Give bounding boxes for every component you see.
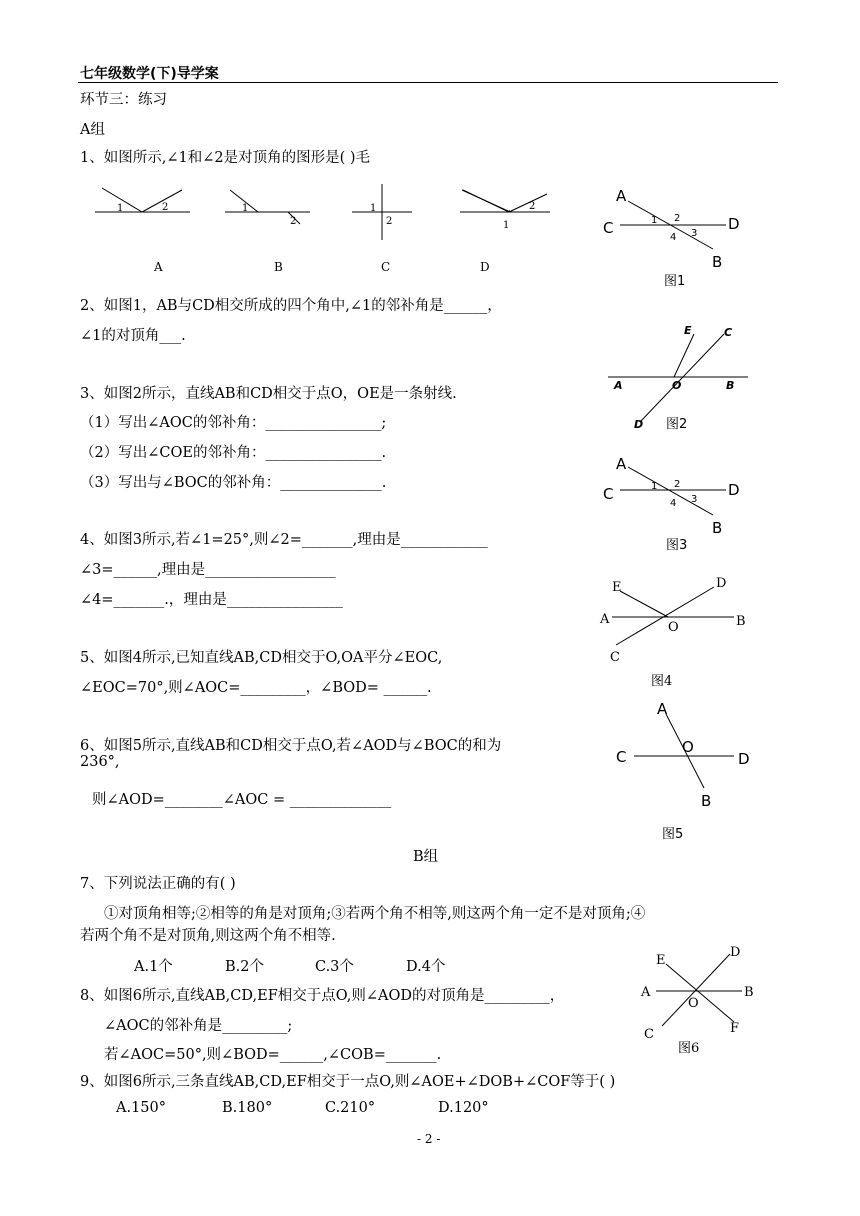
fig1-label-c: C — [603, 219, 614, 237]
fig5-label-a: A — [657, 700, 668, 718]
q1-option-a: A — [154, 260, 163, 274]
question-7: 7、下列说法正确的有( ) — [80, 876, 236, 892]
fig2-label-a: A — [614, 379, 623, 392]
q1-figure-c — [352, 184, 412, 240]
q1-option-b: B — [274, 260, 283, 274]
q1-figures — [90, 182, 510, 242]
fig2-label-b: B — [726, 379, 735, 392]
question-6-line-2: 236°, — [80, 754, 120, 770]
fig4-label-d: D — [716, 576, 727, 591]
question-9-option-a: A.150° — [116, 1100, 167, 1116]
fig5-label-d: D — [738, 750, 750, 768]
question-8-line-1: 8、如图6所示,直线AB,CD,EF相交于点O,则∠AOD的对顶角是_________， — [80, 988, 565, 1004]
fig4-label-b: B — [736, 614, 746, 629]
figure-5 — [612, 696, 762, 842]
figure-3 — [598, 453, 758, 555]
fig6-label-d: D — [730, 945, 741, 960]
fig3-angle-1: 1 — [651, 481, 658, 492]
fig6-label-o: O — [688, 996, 699, 1011]
question-7-option-c: C.3个 — [315, 959, 354, 975]
question-3: 3、如图2所示，直线AB和CD相交于点O，OE是一条射线. — [80, 386, 457, 402]
fig3-angle-2: 2 — [674, 479, 681, 490]
figure-4 — [596, 573, 756, 691]
question-8-line-3: 若∠AOC=50°,则∠BOD=______,∠COB=_______. — [104, 1047, 442, 1063]
question-2-line-2: ∠1的对顶角___. — [80, 328, 186, 344]
fig6-label-c: C — [644, 1027, 654, 1042]
q1-figure-a — [95, 188, 190, 214]
fig4-label-e: E — [612, 580, 622, 595]
q1-fig-a-angle-2: 2 — [162, 202, 169, 213]
question-7-option-a: A.1个 — [134, 959, 173, 975]
fig3-label-a: A — [616, 455, 627, 473]
question-4-line-3: ∠4=_______.，理由是________________ — [80, 592, 343, 608]
fig5-label-c: C — [616, 748, 627, 766]
fig5-label-b: B — [701, 792, 712, 810]
question-4-line-1: 4、如图3所示,若∠1=25°,则∠2=_______,理由是____________ — [80, 532, 488, 548]
q1-figure-b — [225, 190, 310, 227]
fig3-angle-4: 4 — [670, 498, 677, 509]
q1-fig-c-angle-2: 2 — [386, 216, 393, 227]
q1-option-c: C — [381, 260, 391, 274]
question-9-option-b: B.180° — [222, 1100, 273, 1116]
fig1-angle-2: 2 — [674, 213, 681, 224]
question-1: 1、如图所示,∠1和∠2是对顶角的图形是( )毛 — [80, 150, 371, 166]
fig3-label-d: D — [728, 481, 740, 499]
fig4-label-c: C — [610, 650, 620, 665]
q1-fig-a-angle-1: 1 — [117, 203, 124, 214]
fig2-label-d: D — [634, 418, 644, 431]
fig6-caption: 图6 — [678, 1041, 700, 1056]
fig5-label-o: O — [682, 738, 694, 756]
question-9-option-d: D.120° — [438, 1100, 489, 1116]
fig2-label-e: E — [684, 324, 692, 337]
fig2-label-o: O — [672, 379, 682, 392]
question-3-sub-1: （1）写出∠AOC的邻补角：________________; — [80, 415, 387, 431]
group-a-heading: A组 — [80, 122, 105, 138]
question-3-sub-2: （2）写出∠COE的邻补角：________________. — [80, 445, 387, 461]
q1-fig-d-angle-2: 2 — [529, 201, 536, 212]
page-number: - 2 - — [417, 1132, 441, 1146]
q1-figure-d-svg — [455, 182, 555, 242]
question-2-line-1: 2、如图1，AB与CD相交所成的四个角中,∠1的邻补角是______， — [80, 298, 502, 314]
figure-6 — [638, 940, 764, 1058]
figure-2 — [606, 322, 756, 434]
question-5-line-2: ∠EOC=70°,则∠AOC=_________，∠BOD= ______. — [80, 680, 432, 696]
fig1-label-a: A — [616, 187, 627, 205]
fig2-caption: 图2 — [666, 417, 688, 432]
question-9: 9、如图6所示,三条直线AB,CD,EF相交于一点O,则∠AOE+∠DOB+∠COF等于( ) — [80, 1074, 616, 1090]
question-7-statement-1: ①对顶角相等;②相等的角是对顶角;③若两个角不相等,则这两个角一定不是对顶角;④ — [104, 906, 646, 922]
fig1-angle-3: 3 — [691, 228, 698, 239]
question-5-line-1: 5、如图4所示,已知直线AB,CD相交于O,OA平分∠EOC, — [80, 650, 443, 666]
question-6-line-3: 则∠AOD=________∠AOC = ______________ — [92, 792, 392, 808]
question-7-statement-2: 若两个角不是对顶角,则这两个角不相等. — [80, 928, 336, 944]
question-4-line-2: ∠3=______,理由是__________________ — [80, 562, 336, 578]
fig3-label-b: B — [712, 519, 723, 537]
section-title: 环节三：练习 — [80, 92, 167, 108]
fig4-label-a: A — [600, 612, 610, 627]
fig3-label-c: C — [603, 485, 614, 503]
q1-option-d: D — [480, 260, 490, 274]
fig1-caption: 图1 — [664, 274, 686, 289]
fig6-label-f: F — [730, 1021, 740, 1036]
fig6-label-e: E — [656, 953, 666, 968]
question-6-line-1: 6、如图5所示,直线AB和CD相交于点O,若∠AOD与∠BOC的和为 — [80, 738, 502, 754]
page-header-title: 七年级数学(下)导学案 — [80, 66, 219, 82]
fig6-label-b: B — [744, 985, 754, 1000]
q1-fig-b-angle-2: 2 — [290, 216, 297, 227]
fig4-label-o: O — [668, 620, 679, 635]
fig3-caption: 图3 — [666, 538, 688, 553]
q1-fig-c-angle-1: 1 — [370, 203, 377, 214]
group-b-heading: B组 — [413, 849, 439, 865]
fig2-label-c: C — [724, 326, 733, 339]
question-7-option-b: B.2个 — [225, 959, 264, 975]
question-8-line-2: ∠AOC的邻补角是_________; — [104, 1018, 293, 1034]
question-9-option-c: C.210° — [325, 1100, 376, 1116]
fig3-angle-3: 3 — [691, 494, 698, 505]
fig1-label-b: B — [712, 253, 723, 271]
question-7-option-d: D.4个 — [406, 959, 446, 975]
header-rule — [78, 82, 778, 83]
fig1-angle-4: 4 — [670, 232, 677, 243]
q1-fig-b-angle-1: 1 — [242, 203, 249, 214]
fig1-angle-1: 1 — [651, 215, 658, 226]
q1-fig-d-angle-1: 1 — [503, 220, 510, 231]
fig1-label-d: D — [728, 215, 740, 233]
question-3-sub-3: （3）写出与∠BOC的邻补角：______________. — [80, 475, 387, 491]
fig4-caption: 图4 — [651, 674, 673, 689]
fig5-caption: 图5 — [662, 827, 684, 842]
fig6-label-a: A — [641, 985, 651, 1000]
figure-1 — [598, 185, 758, 290]
